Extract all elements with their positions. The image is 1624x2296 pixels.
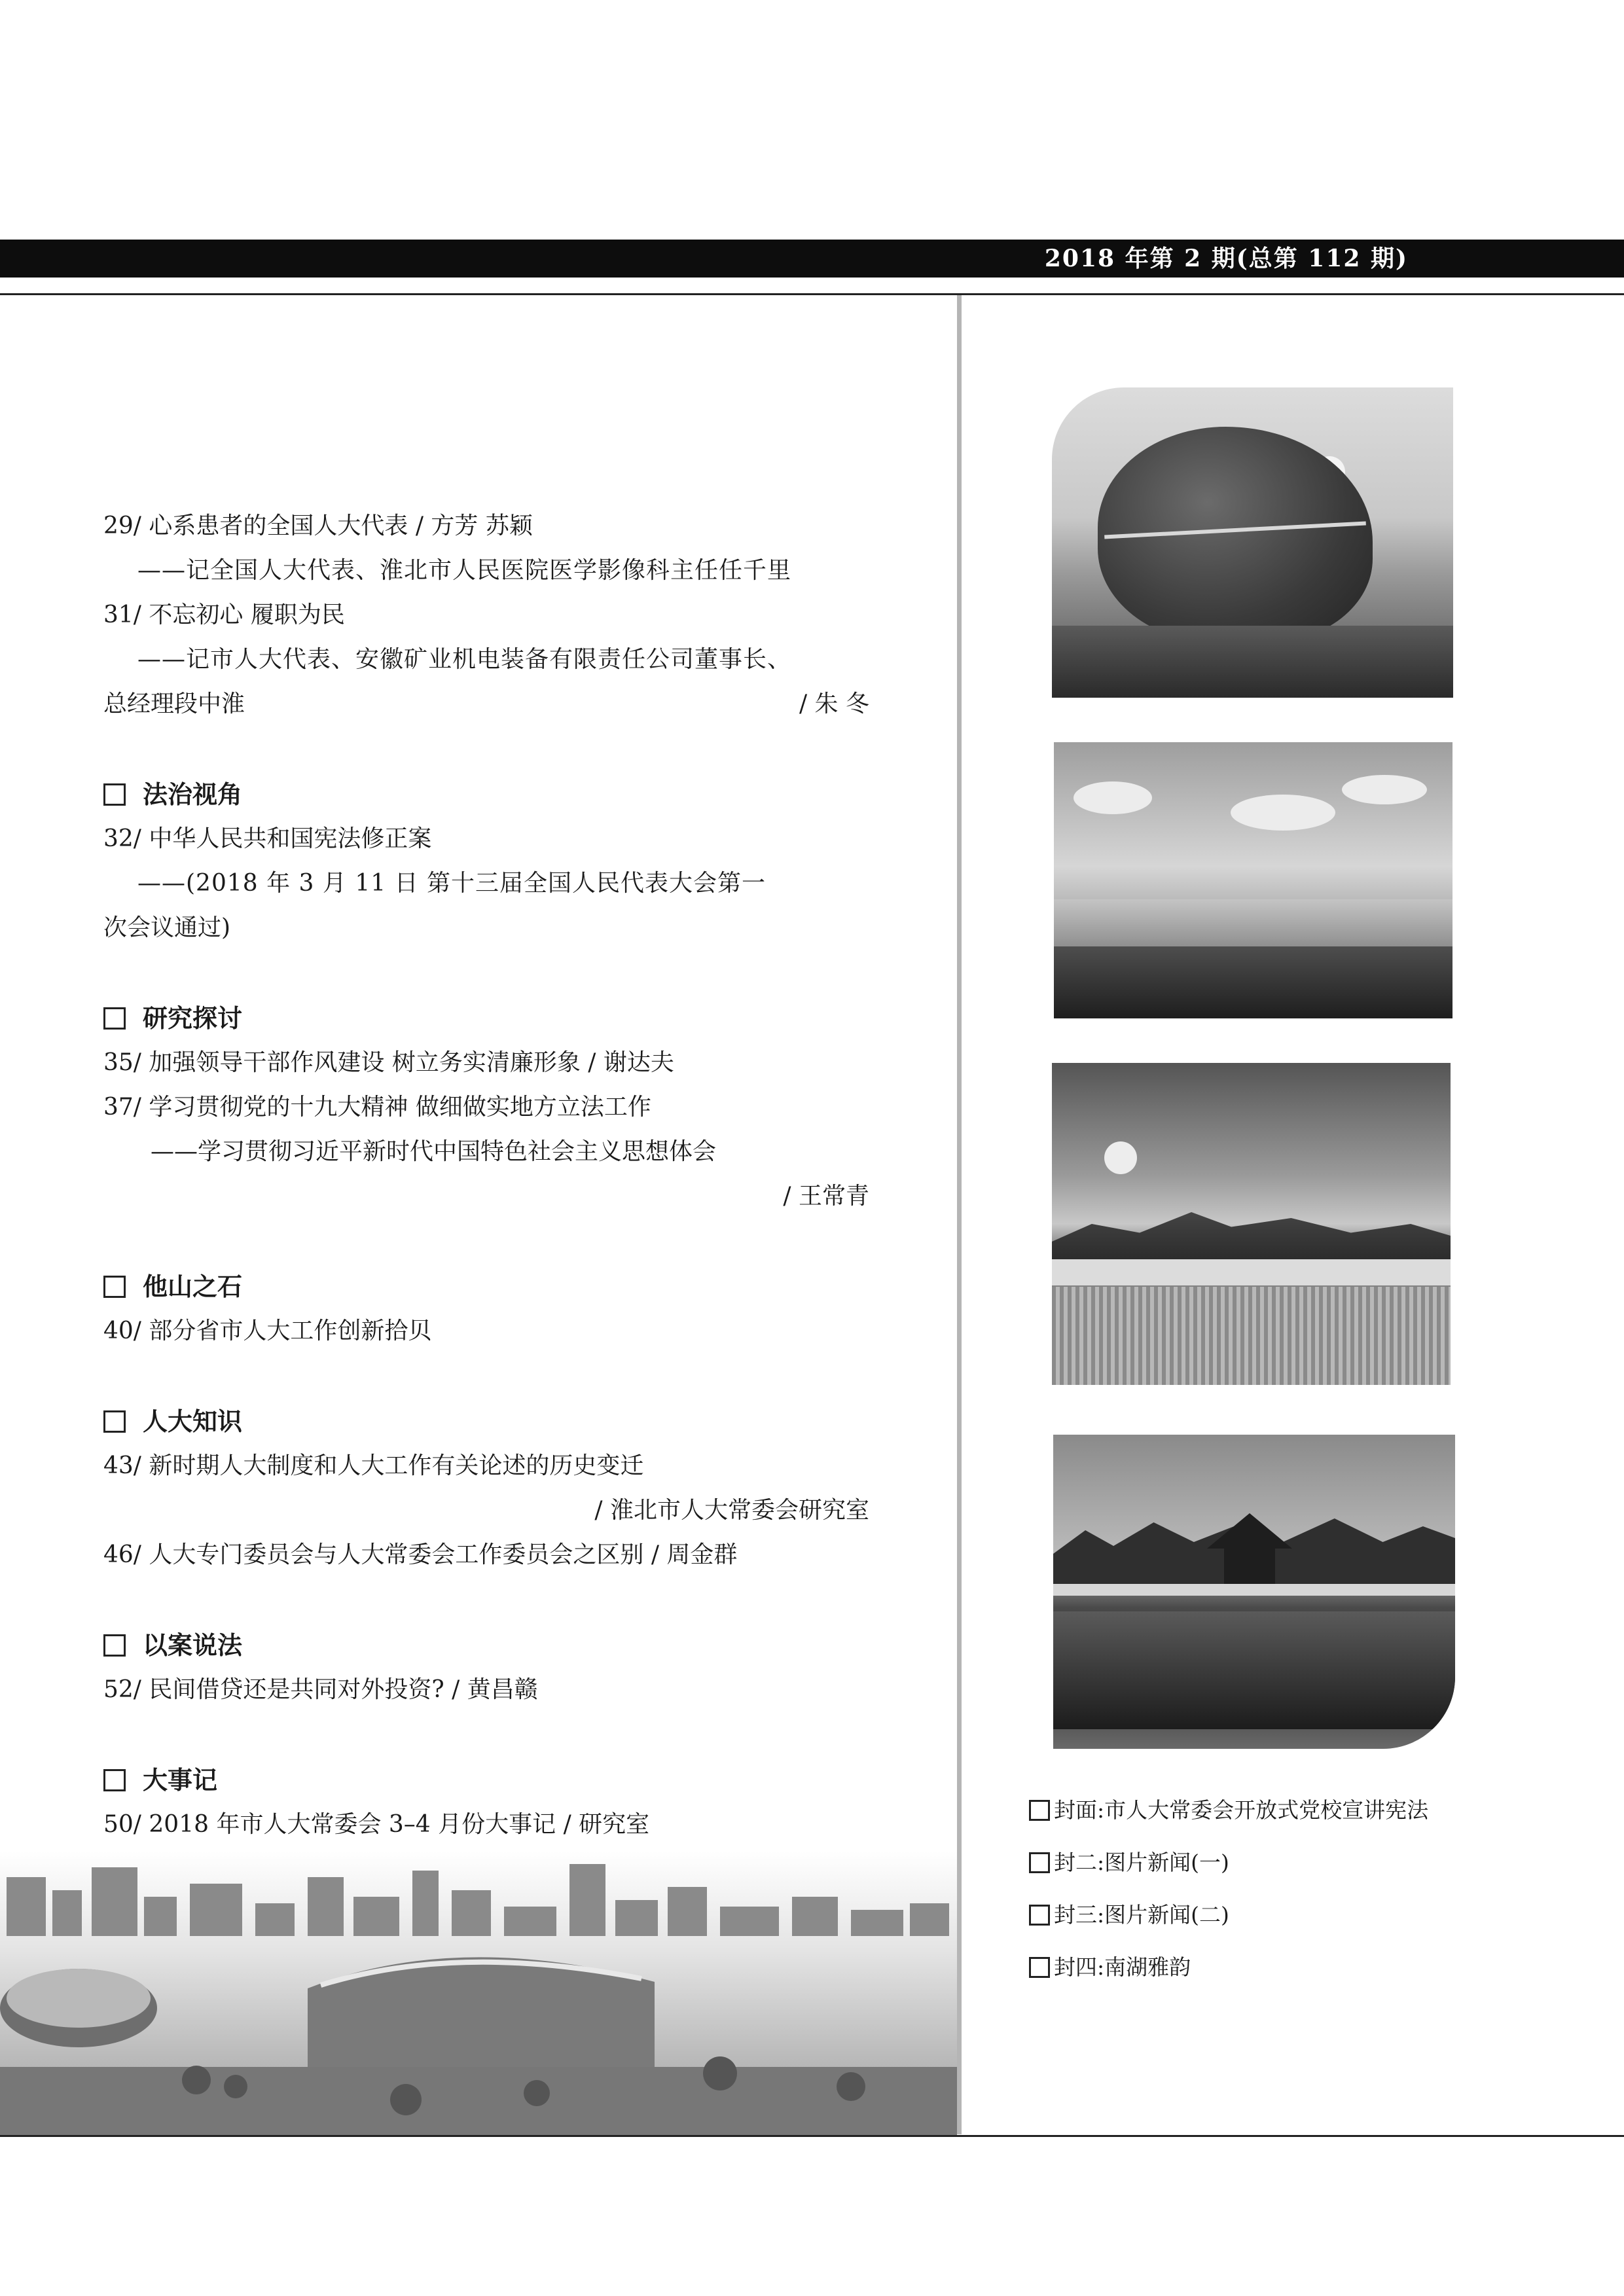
photo-inscribed-rock — [1052, 387, 1453, 698]
cover-credit-label: 封二:图片新闻(一) — [1054, 1850, 1229, 1875]
section-title: 法治视角 — [143, 780, 243, 809]
section-heading — [103, 1758, 869, 1803]
section-heading — [103, 772, 869, 817]
checkbox-square-icon — [103, 1276, 126, 1298]
checkbox-square-icon — [1029, 1800, 1050, 1821]
section-title: 人大知识 — [143, 1407, 243, 1436]
table-of-contents — [103, 504, 869, 1847]
toc-item-32[interactable]: 32/ 中华人民共和国宪法修正案 — [103, 825, 432, 852]
photo-lake-pavilion — [1053, 1435, 1455, 1749]
toc-item-46[interactable]: 46/ 人大专门委员会与人大常委会工作委员会之区别 / 周金群 — [103, 1541, 738, 1568]
footer-rule — [0, 2135, 1624, 2137]
photo-lake-dredger — [1054, 742, 1453, 1018]
cityscape-illustration — [0, 1851, 957, 2135]
cover-credit-label: 封面:市人大常委会开放式党校宣讲宪法 — [1054, 1797, 1429, 1823]
toc-item-31-author: / 朱 冬 — [799, 691, 869, 717]
toc-item-37-author: / 王常青 — [783, 1183, 869, 1210]
section-heading — [103, 1265, 869, 1309]
checkbox-square-icon — [1029, 1905, 1050, 1926]
toc-item-32-subtitle-cont: 次会议通过) — [103, 914, 231, 941]
checkbox-square-icon — [103, 1769, 126, 1791]
toc-item-31-subtitle-line2 — [103, 682, 869, 726]
toc-item-37[interactable]: 37/ 学习贯彻党的十九大精神 做细做实地方立法工作 — [103, 1094, 651, 1121]
cover-credits — [1029, 1784, 1428, 1994]
section-title: 研究探讨 — [143, 1004, 243, 1033]
toc-item-52[interactable]: 52/ 民间借贷还是共同对外投资? / 黄昌赣 — [103, 1676, 538, 1703]
issue-label: 2018 年第 2 期(总第 112 期) — [1044, 245, 1408, 272]
section-heading — [103, 1623, 869, 1668]
toc-item-43[interactable]: 43/ 新时期人大制度和人大工作有关论述的历史变迁 — [103, 1452, 644, 1479]
cover-credit-label: 封三:图片新闻(二) — [1054, 1902, 1229, 1928]
cover-credit-label: 封四:南湖雅韵 — [1054, 1954, 1191, 1980]
toc-item-31-subtitle-cont: 总经理段中淮 — [103, 691, 245, 717]
toc-item-40[interactable]: 40/ 部分省市人大工作创新拾贝 — [103, 1318, 432, 1344]
checkbox-square-icon — [1029, 1957, 1050, 1978]
section-title: 他山之石 — [143, 1272, 243, 1301]
toc-item-31-subtitle: ——记市人大代表、安徽矿业机电装备有限责任公司董事长、 — [137, 646, 792, 673]
toc-item-31[interactable]: 31/ 不忘初心 履职为民 — [103, 601, 345, 628]
checkbox-square-icon — [103, 783, 126, 806]
section-title: 大事记 — [143, 1766, 218, 1795]
toc-item-43-author: / 淮北市人大常委会研究室 — [594, 1497, 869, 1524]
header-rule — [0, 293, 1624, 295]
toc-item-29[interactable]: 29/ 心系患者的全国人大代表 / 方芳 苏颖 — [103, 512, 533, 539]
checkbox-square-icon — [1029, 1852, 1050, 1873]
toc-item-50[interactable]: 50/ 2018 年市人大常委会 3–4 月份大事记 / 研究室 — [103, 1811, 650, 1838]
cover-credit-item — [1029, 1889, 1428, 1941]
toc-item-35[interactable]: 35/ 加强领导干部作风建设 树立务实清廉形象 / 谢达夫 — [103, 1049, 674, 1076]
checkbox-square-icon — [103, 1007, 126, 1030]
section-title: 以案说法 — [143, 1631, 243, 1660]
cover-credit-item — [1029, 1941, 1428, 1994]
checkbox-square-icon — [103, 1410, 126, 1433]
photo-sunset-fields — [1052, 1063, 1451, 1385]
section-heading — [103, 996, 869, 1041]
column-divider — [957, 295, 962, 2134]
toc-item-32-subtitle: ——(2018 年 3 月 11 日 第十三届全国人民代表大会第一 — [137, 870, 767, 897]
cover-credit-item — [1029, 1837, 1428, 1889]
toc-item-29-subtitle: ——记全国人大代表、淮北市人民医院医学影像科主任任千里 — [137, 557, 792, 584]
cover-credit-item — [1029, 1784, 1428, 1837]
toc-item-37-subtitle: ——学习贯彻习近平新时代中国特色社会主义思想体会 — [151, 1138, 717, 1165]
checkbox-square-icon — [103, 1634, 126, 1657]
section-heading — [103, 1399, 869, 1444]
header-bar — [0, 240, 1624, 278]
